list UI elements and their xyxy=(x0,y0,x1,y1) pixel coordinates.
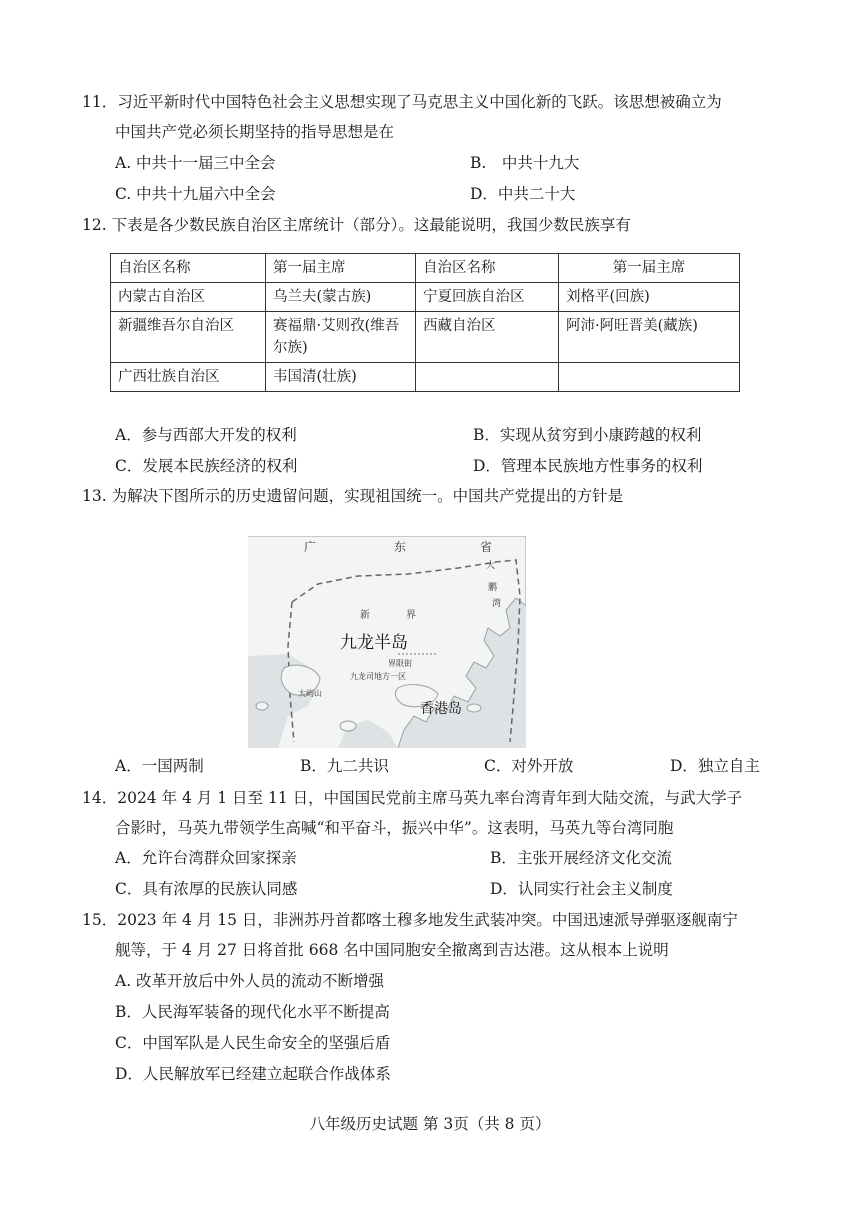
q14-option-b[interactable]: B．主张开展经济文化交流 xyxy=(490,849,672,867)
q12-option-d[interactable]: D．管理本民族地方性事务的权利 xyxy=(473,457,703,475)
q14-option-d[interactable]: D．认同实行社会主义制度 xyxy=(490,880,673,898)
table-cell: 内蒙古自治区 xyxy=(111,283,266,312)
table-header: 自治区名称 xyxy=(111,254,266,283)
table-header: 第一届主席 xyxy=(266,254,416,283)
map-label-boundary-street: 界限街 xyxy=(388,659,412,668)
q11-option-c[interactable]: C. 中共十九届六中全会 xyxy=(115,185,276,203)
q11-option-b[interactable]: B. 中共十九大 xyxy=(470,154,580,172)
q15-stem-line1: 15．2023 年 4 月 15 日，非洲苏丹首都喀土穆多地发生武装冲突。中国迅速派导弹驱逐舰南宁 xyxy=(82,911,738,929)
table-row xyxy=(111,312,740,363)
table-cell: 西藏自治区 xyxy=(416,312,559,363)
q15-option-c[interactable]: C．中国军队是人民生命安全的坚强后盾 xyxy=(115,1034,391,1052)
table-row xyxy=(111,363,740,392)
q13-option-a[interactable]: A．一国两制 xyxy=(115,757,204,775)
table-cell: 广西壮族自治区 xyxy=(111,363,266,392)
table-cell: 阿沛·阿旺晋美(藏族) xyxy=(559,312,740,363)
map-label-kowloon-ceded: 九龙司地方一区 xyxy=(350,672,406,681)
q14-stem-line1: 14．2024 年 4 月 1 日至 11 日，中国国民党前主席马英九率台湾青年到大陆交流，与武大学子 xyxy=(82,789,743,807)
q13-option-d[interactable]: D．独立自主 xyxy=(670,757,760,775)
q14-option-c[interactable]: C．具有浓厚的民族认同感 xyxy=(115,880,298,898)
q14-option-a[interactable]: A．允许台湾群众回家探亲 xyxy=(115,849,297,867)
autonomous-region-table xyxy=(110,253,740,392)
table-cell: 赛福鼎·艾则孜(维吾尔族) xyxy=(266,312,416,363)
table-header: 第一届主席 xyxy=(559,254,740,283)
q13-option-c[interactable]: C．对外开放 xyxy=(484,757,574,775)
table-cell xyxy=(416,363,559,392)
q15-stem-line2: 舰等，于 4 月 27 日将首批 668 名中国同胞安全撤离到吉达港。这从根本上说明 xyxy=(115,941,669,959)
map-label-xin: 新 xyxy=(360,610,370,621)
q11-option-d[interactable]: D．中共二十大 xyxy=(470,185,576,203)
table-cell xyxy=(559,363,740,392)
map-label-wan: 湾 xyxy=(492,599,502,609)
map-label-guang: 广 xyxy=(304,540,317,554)
q12-stem: 12. 下表是各少数民族自治区主席统计（部分）。这最能说明，我国少数民族享有 xyxy=(82,216,631,234)
table-cell: 宁夏回族自治区 xyxy=(416,283,559,312)
map-label-jie: 界 xyxy=(406,610,416,621)
map-label-peng: 鹏 xyxy=(488,583,498,593)
q13-option-b[interactable]: B．九二共识 xyxy=(300,757,389,775)
q11-option-a[interactable]: A. 中共十一届三中全会 xyxy=(115,154,276,172)
map-label-sheng: 省 xyxy=(480,540,493,554)
table-header-row xyxy=(111,254,740,283)
table-cell: 韦国清(壮族) xyxy=(266,363,416,392)
q11-stem-line2: 中国共产党必须长期坚持的指导思想是在 xyxy=(115,123,395,141)
hong-kong-map xyxy=(248,536,526,748)
q15-option-d[interactable]: D．人民解放军已经建立起联合作战体系 xyxy=(115,1065,391,1083)
map-label-lantau: 大屿山 xyxy=(298,689,322,698)
page-footer: 八年级历史试题 第 3页（共 8 页） xyxy=(309,1115,551,1133)
q15-option-b[interactable]: B．人民海军装备的现代化水平不断提高 xyxy=(115,1003,390,1021)
q12-option-c[interactable]: C．发展本民族经济的权利 xyxy=(115,457,298,475)
table-cell: 乌兰夫(蒙古族) xyxy=(266,283,416,312)
map-label-hong-kong-island: 香港岛 xyxy=(420,701,462,717)
map-label-da: 大 xyxy=(486,561,496,571)
table-row xyxy=(111,283,740,312)
q15-option-a[interactable]: A. 改革开放后中外人员的流动不断增强 xyxy=(115,972,385,990)
q12-option-b[interactable]: B．实现从贫穷到小康跨越的权利 xyxy=(473,426,702,444)
q12-option-a[interactable]: A．参与西部大开发的权利 xyxy=(115,426,297,444)
q11-stem-line1: 11．习近平新时代中国特色社会主义思想实现了马克思主义中国化新的飞跃。该思想被确立为 xyxy=(82,93,722,111)
table-cell: 刘格平(回族) xyxy=(559,283,740,312)
map-label-kowloon-peninsula: 九龙半岛 xyxy=(340,633,408,653)
q14-stem-line2: 合影时，马英九带领学生高喊“和平奋斗，振兴中华”。这表明，马英九等台湾同胞 xyxy=(115,819,674,837)
map-label-dong: 东 xyxy=(394,540,407,554)
table-cell: 新疆维吾尔自治区 xyxy=(111,312,266,363)
table-header: 自治区名称 xyxy=(416,254,559,283)
q13-stem: 13. 为解决下图所示的历史遗留问题，实现祖国统一。中国共产党提出的方针是 xyxy=(82,487,624,505)
